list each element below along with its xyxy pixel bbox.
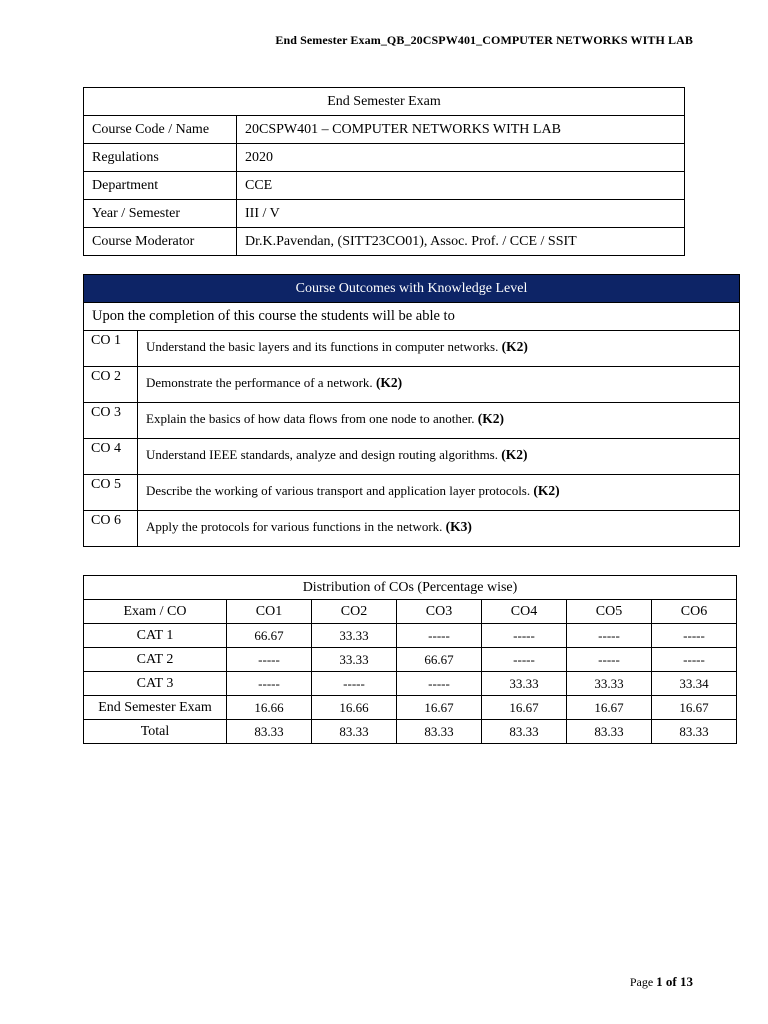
info-value: Dr.K.Pavendan, (SITT23CO01), Assoc. Prof. / CCE / SSIT: [237, 228, 685, 256]
cell-value: 83.33: [312, 720, 397, 744]
outcome-text: Explain the basics of how data flows from one node to another.: [146, 411, 478, 426]
cell-value: 16.67: [397, 696, 482, 720]
cell-value: -----: [312, 672, 397, 696]
cell-value: 33.33: [567, 672, 652, 696]
cell-value: 33.33: [312, 648, 397, 672]
cell-value: -----: [567, 624, 652, 648]
column-header: CO3: [397, 600, 482, 624]
info-key: Year / Semester: [84, 200, 237, 228]
cell-value: 66.67: [397, 648, 482, 672]
knowledge-level: (K2): [477, 411, 505, 426]
column-header: CO2: [312, 600, 397, 624]
current-page: 1: [656, 974, 663, 989]
cell-value: 16.67: [482, 696, 567, 720]
cell-value: -----: [397, 624, 482, 648]
distribution-row: [84, 624, 737, 648]
knowledge-level: (K2): [501, 339, 528, 354]
cell-value: -----: [652, 648, 737, 672]
outcome-description: [138, 367, 740, 403]
info-key: Course Code / Name: [84, 116, 237, 144]
column-header: Exam / CO: [84, 600, 227, 624]
cell-value: -----: [227, 672, 312, 696]
cell-value: 83.33: [652, 720, 737, 744]
cell-value: 83.33: [397, 720, 482, 744]
outcome-description: [138, 331, 740, 367]
info-key: Course Moderator: [84, 228, 237, 256]
cell-value: 83.33: [567, 720, 652, 744]
outcome-description: [138, 511, 740, 547]
info-row: [84, 116, 685, 144]
distribution-row: [84, 648, 737, 672]
column-header: CO6: [652, 600, 737, 624]
outcome-text: Understand the basic layers and its functions in computer networks.: [146, 339, 502, 354]
distribution-total-row: [84, 720, 737, 744]
column-header: CO5: [567, 600, 652, 624]
cell-value: 83.33: [482, 720, 567, 744]
outcome-text: Understand IEEE standards, analyze and design routing algorithms.: [146, 447, 502, 462]
row-label: CAT 3: [84, 672, 227, 696]
cell-value: -----: [482, 648, 567, 672]
outcome-id: CO 3: [84, 403, 138, 439]
cell-value: 16.66: [312, 696, 397, 720]
cell-value: 16.67: [652, 696, 737, 720]
cell-value: 83.33: [227, 720, 312, 744]
outcome-row: [84, 403, 740, 439]
co-distribution-table: [83, 575, 737, 744]
knowledge-level: (K3): [445, 519, 472, 534]
cell-value: -----: [567, 648, 652, 672]
info-row: [84, 144, 685, 172]
outcome-id: CO 2: [84, 367, 138, 403]
outcome-description: [138, 475, 740, 511]
page-number: [630, 974, 693, 990]
outcome-description: [138, 439, 740, 475]
row-label: End Semester Exam: [84, 696, 227, 720]
cell-value: -----: [227, 648, 312, 672]
course-info-table: [83, 87, 685, 256]
cell-value: 16.66: [227, 696, 312, 720]
info-value: 2020: [237, 144, 685, 172]
info-key: Regulations: [84, 144, 237, 172]
outcome-text: Apply the protocols for various functions in the network.: [146, 519, 446, 534]
page-word: Page: [629, 975, 657, 989]
info-value: 20CSPW401 – COMPUTER NETWORKS WITH LAB: [237, 116, 685, 144]
info-key: Department: [84, 172, 237, 200]
distribution-table-title: Distribution of COs (Percentage wise): [84, 576, 737, 600]
outcome-id: CO 6: [84, 511, 138, 547]
outcome-row: [84, 367, 740, 403]
column-header: CO4: [482, 600, 567, 624]
info-value: III / V: [237, 200, 685, 228]
row-label: CAT 2: [84, 648, 227, 672]
outcomes-intro: Upon the completion of this course the students will be able to: [84, 303, 740, 331]
outcome-id: CO 1: [84, 331, 138, 367]
info-row: [84, 200, 685, 228]
outcome-row: [84, 331, 740, 367]
outcome-row: [84, 511, 740, 547]
cell-value: 33.33: [482, 672, 567, 696]
distribution-row: [84, 696, 737, 720]
info-table-title: End Semester Exam: [84, 88, 685, 116]
cell-value: -----: [652, 624, 737, 648]
outcome-description: [138, 403, 740, 439]
knowledge-level: (K2): [533, 483, 560, 498]
outcome-id: CO 4: [84, 439, 138, 475]
knowledge-level: (K2): [501, 447, 528, 462]
of-word: of: [662, 974, 680, 989]
outcome-text: Demonstrate the performance of a network.: [146, 375, 376, 390]
cell-value: -----: [397, 672, 482, 696]
distribution-header-row: [84, 600, 737, 624]
column-header: CO1: [227, 600, 312, 624]
total-pages: 13: [680, 974, 693, 989]
cell-value: 33.34: [652, 672, 737, 696]
outcomes-table-title: Course Outcomes with Knowledge Level: [84, 275, 740, 303]
outcome-row: [84, 439, 740, 475]
knowledge-level: (K2): [375, 375, 403, 390]
info-value: CCE: [237, 172, 685, 200]
info-row: [84, 172, 685, 200]
outcome-text: Describe the working of various transport and application layer protocols.: [146, 483, 534, 498]
info-row: [84, 228, 685, 256]
outcome-id: CO 5: [84, 475, 138, 511]
distribution-row: [84, 672, 737, 696]
cell-value: 33.33: [312, 624, 397, 648]
course-outcomes-table: [83, 274, 740, 547]
cell-value: -----: [482, 624, 567, 648]
page-header: End Semester Exam_QB_20CSPW401_COMPUTER NETWORKS WITH LAB: [275, 33, 693, 47]
cell-value: 16.67: [567, 696, 652, 720]
row-label: Total: [84, 720, 227, 744]
row-label: CAT 1: [84, 624, 227, 648]
outcome-row: [84, 475, 740, 511]
cell-value: 66.67: [227, 624, 312, 648]
